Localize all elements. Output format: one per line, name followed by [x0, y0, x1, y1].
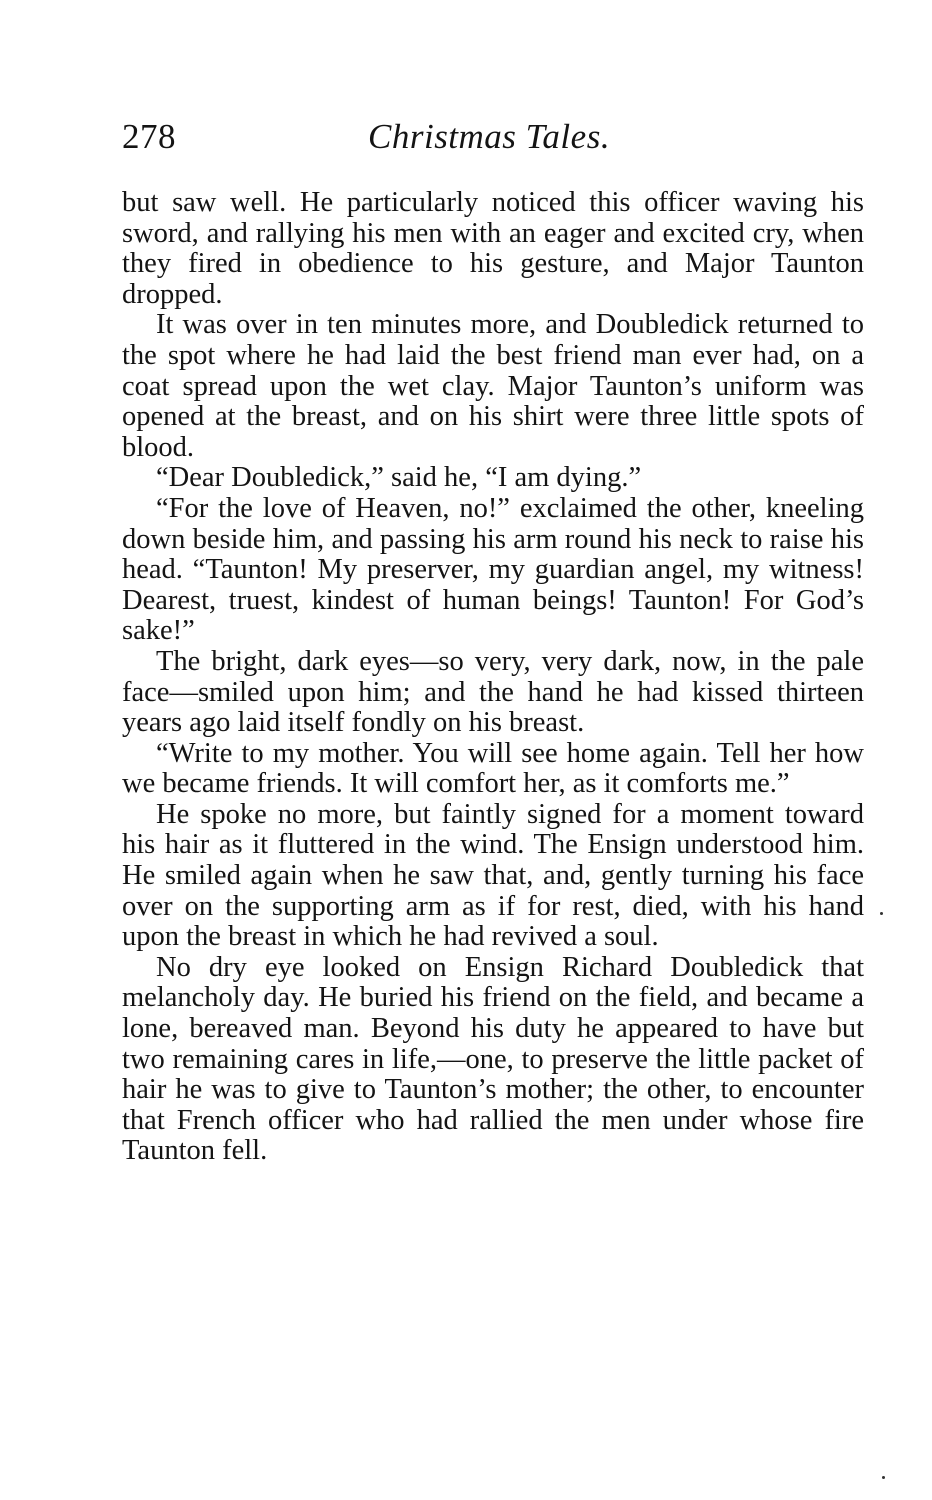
scan-speck: [880, 912, 883, 915]
paragraph: “For the love of Heaven, no!” exclaimed the other, kneeling down beside him, and passing his arm round his neck to raise his head. “Taunton! My preserver, my guardian angel, my witness! Dearest, truest, kindest of human beings! Taunton! For God’s sake!”: [122, 492, 864, 647]
paragraph: It was over in ten minutes more, and Doubledick returned to the spot where he had laid the best friend man ever had, on a coat spread upon the wet clay. Major Taunton’s uniform was opened at the breast, and on his shirt were three little spots of blood.: [122, 309, 864, 463]
paragraph: He spoke no more, but faintly signed for a moment toward his hair as it fluttered in the wind. The Ensign understood him. He smiled again when he saw that, and, gently turning his face over on the supporting arm as if for rest, died, with his hand upon the breast in which he had revived a soul.: [122, 798, 864, 953]
scan-speck: [882, 1476, 885, 1479]
paragraph: The bright, dark eyes—so very, very dark, now, in the pale face—smiled upon him; and the hand he had kissed thirteen years ago laid itself fondly on his breast.: [122, 645, 864, 739]
paragraph: “Dear Doubledick,” said he, “I am dying.”: [156, 462, 642, 494]
page-number: 278: [122, 117, 176, 156]
body-text: [122, 188, 864, 1167]
paragraph: “Write to my mother. You will see home again. Tell her how we became friends. It will comfort her, as it comforts me.”: [122, 737, 864, 800]
paragraph: No dry eye looked on Ensign Richard Doubledick that melancholy day. He buried his friend on the field, and became a lone, bereaved man. Beyond his duty he appeared to have but two remaining cares in life,—one, to preserve the little packet of hair he was to give to Taunton’s mother; the other, to encounter that French officer who had rallied the men under whose fire Taunton fell.: [122, 951, 864, 1167]
paragraph-continued: but saw well. He particularly noticed this officer waving his sword, and rallying his men with an eager and excited cry, when they fired in obedience to his gesture, and Major Taunton dropped.: [122, 187, 864, 310]
running-title: Christmas Tales.: [368, 117, 611, 156]
running-head: [122, 112, 864, 162]
